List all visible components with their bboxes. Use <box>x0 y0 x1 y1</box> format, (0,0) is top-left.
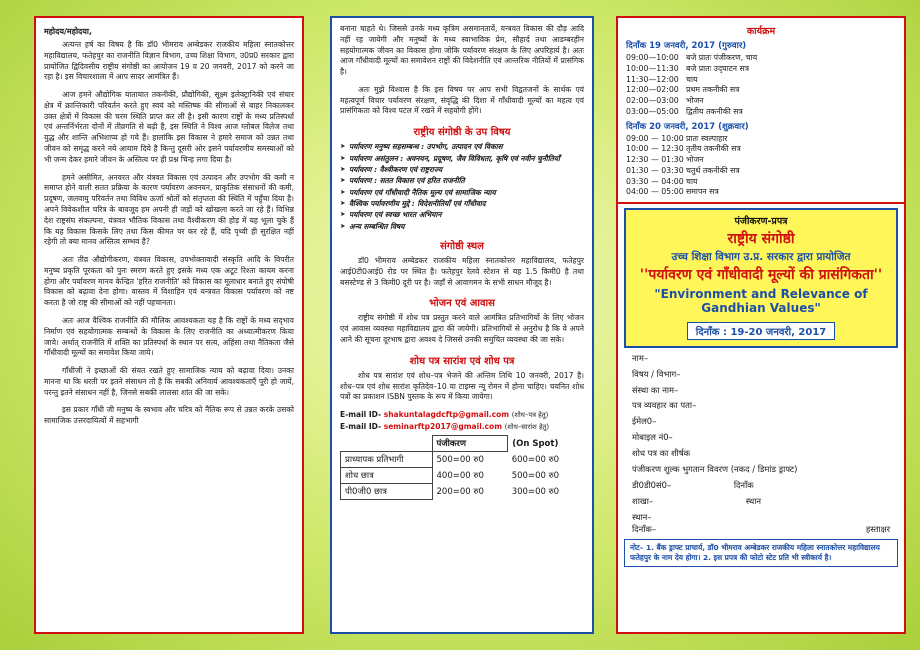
signature-label: हस्ताक्षर <box>865 524 890 535</box>
fee-registration: 200=00 रु0 <box>436 487 484 498</box>
seminar-dates: दिनाँक : 19-20 जनवरी, 2017 <box>687 322 835 340</box>
slot-time: 11:30—12:00 <box>626 74 679 84</box>
slot-time: 10:00 — 12:30 <box>626 144 684 154</box>
fee-header-registration: पंजीकरण <box>432 436 508 452</box>
sign-line <box>632 524 890 536</box>
subtopic-item: ➤ पर्यावरण असंतुलन : अवनयन, प्रदूषण, जैव विविधता, कृषि एवं नवीन चुनौतियाँ <box>340 154 584 164</box>
email-note: (शोध–सारांश हेतु) <box>504 423 550 432</box>
body-paragraph: अतः आज वैश्विक राजनीति की मौलिक आवश्यकता यह है कि राष्ट्रों के मध्य सद्‌भाव निर्माण एवं सहयोगात्मक सम्बन्धों के विकास के लिए राजनीति का अध्यात्मीकरण किया जाये। अर्थात्‌ राजनीति में शक्ति का प्रतिस्पर्धा के स्थान पर सत्य, अहिंसा तथा नैतिकता जैसे गाँधीवादी मूल्यों का समावेश किया जाये। <box>44 315 294 358</box>
date-line[interactable]: दिनाँक– <box>632 524 657 535</box>
slot-time: 09:00—10:00 <box>626 53 679 62</box>
seminar-title: राष्ट्रीय संगोष्ठी <box>727 231 795 247</box>
intro-paragraph: अत्यन्त हर्ष का विषय है कि डॉ0 भीमराव अम्बेडकर राजकीय महिला स्नातकोत्तर महाविद्यालय, फतेहपुर का राजनीति विज्ञान विभाग, उच्च शिक्षा विभाग, उ0प्र0 सरकार द्वारा प्रायोजित द्विदिवसीय राष्ट्रीय संगोष्ठी का आयोजन 19 व 20 जनवरी, 2017 को करने जा रहा है। इस विचारशाला में आप सादर आमंत्रित हैं। <box>44 40 294 82</box>
slot-event: चतुर्थ तकनीकी सत्र <box>686 165 740 175</box>
schedule-slot <box>626 64 896 75</box>
theme-hindi: ''पर्यावरण एवं गाँधीवादी मूल्यों की प्रासंगिकता'' <box>639 267 883 283</box>
slot-event: भोजन <box>686 96 704 105</box>
program-heading: कार्यक्रम <box>746 26 776 37</box>
slot-time: 03:30 — 04:00 <box>626 176 684 186</box>
fee-table <box>340 435 584 500</box>
dd-number-label[interactable]: डी0डी0सं0– <box>632 480 672 491</box>
slot-time: 03:00—05:00 <box>626 106 679 116</box>
salutation: महोदय/महोदया, <box>44 27 93 36</box>
body-paragraph: आज हमने औद्योगिक यातायात तकनीकी, प्रौद्योगिकी, सूक्ष्म इलेक्ट्रानिकी एवं संचार क्षेत्र में क्रान्तिकारी परिवर्तन करते हुए स्वयं को मस्तिष्क की सीमाओं से बाहर निकालकर उक्त क्षेत्रों में विकास की चरम स्थिति प्राप्त कर ली है। इसी कारण राष्ट्रों के मध्य प्रतिस्पर्धा एवं अन्तर्निर्भरता दोनों में तीव्रगति से बढ़ी है, इस स्थिति ने विश्व आज ग्लोबल विलेज तथा युद्ध और शान्ति अभिशाप्य हो गये हैं। हालांकि इस विकास ने हमारे समाज को उन्नत तथा जीवन को समृद्ध करने नये आयाम दिये है किन्तु दूसरी ओर इसने पर्यावरणीय समस्याओं को भी जन्म देकर हमारे जीवन के अस्तित्व पर ही प्रश्न चिन्ह लगा दिया है। <box>44 90 294 164</box>
email-link[interactable]: seminarftp2017@gmail.com <box>383 422 503 432</box>
subtopic-item: ➤ अन्य सम्बन्धित विषय <box>340 222 584 232</box>
schedule-slot <box>626 187 896 198</box>
fee-category: शोध छात्र <box>341 468 433 484</box>
fee-row <box>341 484 584 500</box>
subtopics-list <box>340 142 584 232</box>
schedule-slot <box>626 155 896 166</box>
lodging-text: राष्ट्रीय संगोष्ठी में शोध पत्र प्रस्तुत करने वाले आमंत्रित प्रतिभागियों के लिए भोजन एवं आवास व्यवस्था महाविद्यालय द्वारा की जायेगी। प्रतिभागियों से अनुरोध है कि वे अपने आने की सूचना दूरभाष द्वारा अवश्य दे जिससे उनकी समुचित व्यवस्था की जा सके। <box>340 313 584 345</box>
abstract-heading: शोध पत्र सारांश एवं शोध पत्र <box>409 355 515 367</box>
fee-row <box>341 452 584 468</box>
fee-header-category <box>341 436 433 452</box>
slot-time: 02:00—03:00 <box>626 96 679 105</box>
email-link[interactable]: shakuntalagdcftp@gmail.com <box>383 410 510 420</box>
slot-time: 04:00 — 05:00 <box>626 187 684 197</box>
body-paragraph: हमने असीमित, अनवरत और यंत्रवत विकास एवं उत्पादन और उपभोग की कमी न समाप्त होने वाली सतत प्रक्रिया के कारण पर्यावरण अवनयन, प्राकृतिक संसाधनों की कमी, प्रदूषण, जलवायु परिवर्तन तथा विविध ऊर्जा श्रोतों को संतृप्तता की स्थिति में पहुँचा दिया है। अपने विवेकशील चरित्र के बावजूद हम अपनी ही जड़ों को खोखला करते जा रहे हैं। विभिन्न देश राष्ट्रसंघ संकल्पना, यंत्रवत भौतिक विकास तथा वैश्वीकरण की होड़ में यह भूला चुके हैं कि यह विकास किसके लिए तथा किस कीमत पर कर रहे हैं, यदि पृथ्वी ही सुरक्षित नहीं रहेगी तो क्या मानव अस्तित्व सम्भव है? <box>44 172 294 247</box>
form-field-institution[interactable]: संस्था का नाम– <box>632 384 679 395</box>
subtopics-heading: राष्ट्रीय संगोष्ठी के उप विषय <box>413 127 511 139</box>
subtopic-item: ➤ पर्यावरण एवं स्वच्छ भारत अभियान <box>340 210 584 220</box>
slot-event: प्रातः स्वल्पाहार <box>686 133 728 143</box>
schedule-slot <box>626 75 896 86</box>
program-section <box>618 18 904 204</box>
body-paragraph: अतः मुझे विश्वास है कि इस विषय पर आप सभी विद्वतजनों के सार्थक एवं महत्वपूर्ण विचार पर्यावरण संरक्षण, संवृद्धि की दिशा में गाँधीवादी मूल्यों का महत्व एवं प्रासंगिकता को विश्व पटल में रखने में सहयोगी होंगे। <box>340 84 584 116</box>
note-box: नोट– 1. बैंक ड्राफ्ट प्राचार्य, डॉ0 भीमराव अम्बेडकर राजकीय महिला स्नातकोत्तर महाविद्यालय फतेहपुर के नाम देय होगा। 2. इस प्रपत्र की फोटो स्टेट प्रति भी स्वीकार्य है। <box>624 539 898 567</box>
form-field-dd <box>632 478 890 494</box>
branch-label[interactable]: शाखा– <box>632 496 654 507</box>
registration-banner <box>624 208 898 348</box>
body-paragraph: गाँधीजी ने इच्छाओं की संयत रखते हुए सामाजिक न्याय को बढ़ावा दिया। उनका मानना था कि धरती पर इतने संसाधन तो है कि सबकी अनिवार्य आवश्यकताएँ पूरी हो जायें, परन्तु इतने संसाधन नहीं है, जिनसे सबकी लालसा शांत की जा सके। <box>44 366 294 397</box>
fee-registration: 400=00 रु0 <box>436 471 484 482</box>
slot-time: 01:30 — 03:30 <box>626 165 684 175</box>
form-signoff <box>632 512 890 536</box>
slot-event: द्वितीय तकनीकी सत्र <box>686 106 743 116</box>
schedule-slot <box>626 107 896 118</box>
schedule-slot <box>626 53 896 64</box>
fee-spot: 600=00 रु0 <box>511 455 560 466</box>
day1-heading: दिनाँक 19 जनवरी, 2017 (गुरुवार) <box>626 41 747 51</box>
slot-event: भोजन <box>686 155 704 164</box>
slot-event: समापन सत्र <box>686 187 719 197</box>
venue-text: डॉ0 भीमराव अम्बेडकर राजकीय महिला स्नातकोत्तर महाविद्यालय, फतेहपुर आई0टी0आई0 रोड पर स्थित है। फतेहपुर रेलवे स्टेशन से यह 1.5 किमी0 है तथा बसस्टेण्ड से 3 किमी0 दूरी पर है। जहाँ से आवागमन के सभी साधन मौजूद है। <box>340 256 584 287</box>
middle-panel <box>330 16 594 634</box>
schedule-slot <box>626 177 896 188</box>
slot-event: प्रथम तकनीकी सत्र <box>686 85 740 95</box>
email-note: (शोध–पत्र हेतु) <box>511 411 549 420</box>
subtopic-item: ➤ पर्यावरण मनुष्य सहसम्बन्ध : उपभोग, उत्पादन एवं विकास <box>340 142 584 152</box>
slot-event: बजे प्रातः उद्‌घाटन सत्र <box>686 63 750 73</box>
schedule-slot <box>626 166 896 177</box>
form-field-mobile[interactable]: मोबाइल नं0– <box>632 432 673 443</box>
email-label: E-mail ID- <box>340 422 384 432</box>
email-line-paper <box>340 410 584 419</box>
schedule-slot <box>626 144 896 155</box>
slot-event: तृतीय तकनीकी सत्र <box>686 144 741 154</box>
schedule-slot <box>626 85 896 96</box>
registration-form <box>618 348 904 536</box>
theme-english: "Environment and Relevance of Gandhian Values" <box>654 286 868 316</box>
schedule-slot <box>626 96 896 107</box>
abstract-text: शोध पत्र सारांश एवं शोध–पत्र भेजने की अन्तिम तिथि 10 जनवरी, 2017 है। शोध–पत्र एवं शोध सारांश कृतिदेव–10 या टाइम्स न्यू रोमन में होना चाहिए। चयनित शोध पत्रों का प्रकाशन ISBN पुस्तक के रूप में किया जायेगा। <box>340 370 584 402</box>
fee-spot: 500=00 रु0 <box>511 471 560 482</box>
fee-category: प्राध्यापक प्रतिभागी <box>341 452 433 468</box>
email-label: E-mail ID- <box>340 410 384 420</box>
right-panel <box>616 16 906 634</box>
slot-event: बजे प्रातः पंजीकरण, चाय <box>686 53 758 62</box>
body-paragraph: अतः तीव्र औद्योगीकरण, यंत्रवत विकास, उपभोक्तावादी संस्कृति आदि के विपरीत मनुष्य प्रकृति पूरकता को पुनः स्मरण करते हुए इसके मध्य एक अटूट रिश्ता कायम करना होगा और पर्यावरण मानव केन्द्रित 'हरित राजनीति' को विकास का मूलाधार बनाते हुए संपोषी विकास को बढ़ावा देना होगा। वास्तव में विशाहिन एवं यन्त्रवत विकास पर्यावरण को नष्ट करता है जो राष्ट्र की सीमाओं को नहीं पहचानता। <box>44 255 294 308</box>
day2-heading: दिनाँक 20 जनवरी, 2017 (शुक्रवार) <box>626 121 749 132</box>
lodging-heading: भोजन एवं आवास <box>429 298 495 310</box>
schedule-slot <box>626 134 896 145</box>
fee-category: पी0जी0 छात्र <box>341 484 433 500</box>
fee-spot: 300=00 रु0 <box>511 487 560 498</box>
form-field-subject[interactable]: विषय / विभाग– <box>632 368 681 379</box>
fee-row <box>341 468 584 484</box>
slot-time: 10:00—11:30 <box>626 63 679 73</box>
body-paragraph: बनाना चाहते थे। जिससे उनके मध्य कृत्रिम असमानतायें, यन्त्रवत विकास की दौड़ आदि नहीं रह जायेगी और मनुष्यों के मध्य स्वाभाविक प्रेम, सौहार्द तथा आडम्बरहीन सहयोगात्मक जीवन का विकास होगा जोकि पर्यावरण संरक्षण के लिए अपरिहार्य है। अतः आज गाँधीवादी मूल्यों का समावेशन राष्ट्रों की विदेशनीति एवं आन्तरिक नीतियों में प्रासंगिक है। <box>340 24 584 77</box>
form-field-branch <box>632 494 890 510</box>
form-field-payment[interactable]: पंजीकरण शुल्क भुगतान विवरण (नकद / डिमांड ड्राफ्ट) <box>632 464 798 475</box>
registration-form-label: पंजीकरण-प्रपत्र <box>734 216 788 227</box>
email-line-abstract <box>340 422 584 431</box>
slot-event: चाय <box>686 176 698 186</box>
subtopic-item: ➤ वैश्विक पर्यावरणीय मुद्दे : विदेशनीतियाँ एवं गाँधीवाद <box>340 199 584 209</box>
slot-time: 12:00—02:00 <box>626 85 679 95</box>
place-label[interactable]: स्थान <box>745 496 762 507</box>
fee-header-row <box>341 436 584 452</box>
slot-time: 09:00 — 10:00 <box>626 133 684 143</box>
venue-heading: संगोष्ठी स्थल <box>440 241 484 253</box>
subtopic-item: ➤ पर्यावरण : वैश्वीकरण एवं राष्ट्रराज्य <box>340 165 584 175</box>
slot-time: 12:30 — 01:30 <box>626 155 684 164</box>
dd-date-label[interactable]: दिनाँक <box>733 480 754 491</box>
form-field-name[interactable]: नाम– <box>632 352 649 363</box>
place-line[interactable]: स्थान– <box>632 512 652 523</box>
slot-event: चाय <box>686 74 698 84</box>
subtopic-item: ➤ पर्यावरण एवं गाँधीवादी नैतिक मूल्य एवं सामाजिक न्याय <box>340 188 584 198</box>
sponsor-line: उच्च शिक्षा विभाग उ.प्र. सरकार द्वारा प्रायोजित <box>671 251 851 263</box>
form-field-email[interactable]: ईमेल0– <box>632 416 657 427</box>
fee-header-spot: (On Spot) <box>512 438 559 449</box>
subtopic-item: ➤ पर्यावरण : सतत विकास एवं हरित राजनीति <box>340 176 584 186</box>
left-panel <box>34 16 304 634</box>
fee-registration: 500=00 रु0 <box>436 455 484 466</box>
form-field-address[interactable]: पत्र व्यवहार का पता– <box>632 400 697 411</box>
body-paragraph: इस प्रकार गाँधी जी मनुष्य के स्वभाव और चरित्र को नैतिक रूप से उन्नत करके उसको सामाजिक उत्तरदायित्वों में सहभागी <box>44 405 294 426</box>
form-field-paper-title[interactable]: शोध पत्र का शीर्षक <box>632 448 691 459</box>
